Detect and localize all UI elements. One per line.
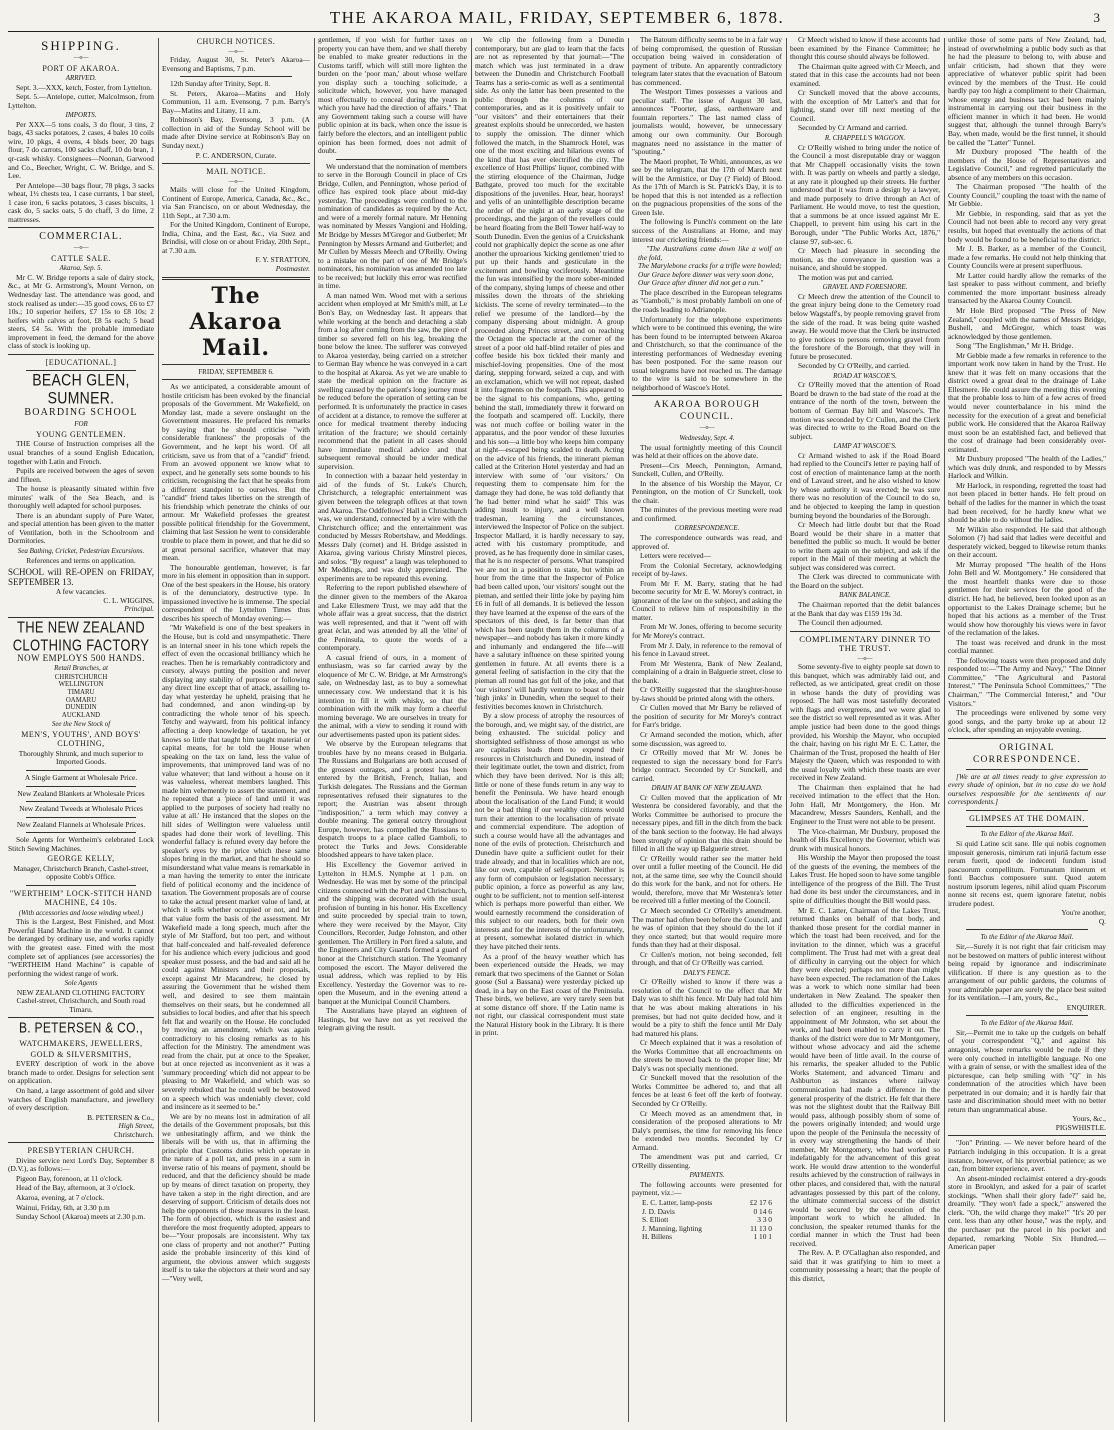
waggon-heading: R. CHAPPELL'S WAGGON. <box>824 134 906 143</box>
article-paragraph: The Batoum difficulty seems to be in a fair way of being compromised, the question of Russian occupation being waived in consideration of payment of tribute. An apparently contradictory telegram later states that the evacuation of Batoum has commenced. <box>632 36 782 87</box>
article-paragraph: Unfortunately for the telephone experiments which were to be continued this evening, the wire has been found to be interrupted between Akaroa and Christchurch, so that the continuance of the interesting performances of Wednesday evening has been postponed. For the same reason our usual telegrams have not reached us. The damage to the wire is said to be somewhere in the neighborhood of Wascoe's Hotel. <box>632 314 782 392</box>
article-paragraph: The Maori prophet, Te Whiti, announces, as we see by the telegram, that the 17th of March next will be the Armistice, or Day (? Field) of Blood. As the 17th of March is St. Patrick's Day, it is to be hoped that this is not intended as a reflection on the pugnacious propensities of the sons of the Green Isle. <box>632 156 782 217</box>
gravel-heading: GRAVEL AND FORESHORE. <box>822 283 908 292</box>
letter-body: Sir,—Surely it is not right that fair criticism may not be bestowed on matters of public interest without being repaid by ignorance and indiscriminate vilification. If there is any question as to the arrangement of our public gardens, the columns of your admirable paper are surely the place best suited for its ventilation.—I am, yours, &c., <box>948 942 1106 1003</box>
imports-entry: Per Antelope—30 bags flour, 78 pkgs, 3 sacks wheat, 1½ chests tea, 1 case currants, 1 bar steel, 1 case iron, 6 sacks potatoes, 3 cases biscuits, 1 cask do, 5 sacks oats, 5 do chaff, 3 do lime, 2 mattresses. <box>8 180 154 224</box>
article-paragraph: gentlemen, if you wish for further taxes on property you can have them, and we shall thereby be enabled to make greater reductions in the Customs tariff, which will still more lighten the burden on the 'poor man,' about whose welfare you display such a touching solicitude, a solicitude which, however, you have managed most effectually to conceal during the years in which you have had the direction of affairs." That any Government taking such a course will have public opinion at its back, when once the issue is fairly before the electors, and an intelligent public opinion has been formed, does not admit of doubt. <box>318 36 467 156</box>
article-paragraph: We clip the following from a Dunedin contemporary, but are glad to learn that the facts are not as represented by that journal:—"The match which was just terminated in a draw between the Dunedin and Christchurch Football Teams has a serio-comic as well as a sentimental side. As only the latter has been presented to the public through the columns of our contemporaries, and as it is positively unfair to "our visitors" and their entertainers that their greatest exploits should be unrecorded, we hasten to supply the omission. The dinner which followed the match, in the Shamrock Hotel, was one of the most exciting and hilarious events of the kind that has ever electrified the city. The excellence of Host Phillips' liquor, combined with the stirring eloquence of the Chairman, Judge Bathgate, proved too much for the excitable dispositions of the juveniles. Hear, hear, hoorays! and yells of an unintelligible description became the order of the night at an early stage of the proceedings, and the jargon of the revellers could be heard floating from the Bell Tower half-way to South Dunedin. Even the genius of a Cruickshank could not graphically depict the scene as one after another the uproarious 'kicking gentlemen' tried to put up their hands and gesticulate in the excitement and bowling vociferously. Meantime the fun was intensified by the more sober-minded of the company, shying lumps of cheese and other missiles down the throats of the shrieking kickists. The scene of revelry terminated—to the relief we presume of the landlord—by the company dispersing about midnight. A group proceeded along Princes street, and on reaching the Octagon the spectacle at the corner of the street of a poor old half-blind retailer of pies and coffee beside his box tickled their manly and mischief-loving propensities. One of the most daring, stepping forward, seized a cup, and with an exclamation, which we will not repeat, dashed it into fragments on the footpath. This appeared to be the signal to his companions, who, getting behind the stall, immediately threw it forward on the footpath and scampered off. Luckily, there was not much coffee or boiling water in the apparatus, and the poor vendor of these luxuries and his son—a little boy who keeps him company at night—escaped being scalded to death. Acting on the advice of his friends, the itinerant pieman called at the Criterion Hotel yesterday and had an interview with some of 'our visitors.' On requesting them to compensate him for the damage they had done, he was told defiantly that 'he had better mind what he said!' This was adding insult to injury, and a well known tradesman, learning the circumstances, interviewed the Inspector of Police on the subject. Inspector Mallard, it is hardly necessary to say, acted with his customary promptitude, and proved, as he has frequently done in similar cases, that he is no respecter of persons. What transpired we are not in a position to state, but within an hour from the time that the Inspector of Police had been called upon, 'our visitors' sought out the pieman, and settled their little joke by paying him £6 in full of all demands. It is believed the lesson they have learned at the expense of the ears of the spectators of this deed, is far better than that which has been taught them in the columns of a newspaper—and nobody has taken it more kindly and inhumanly and endangered the life—will have a salutary influence on these spirited young gentlemen in future. At all events there is a general feeling of satisfaction in the city that the pieman all round has got full of the joke, and that 'our visitors' will hardly venture to boast of their 'high jinks' in Dunedin, when the sequel to their festivities becomes known in Christchurch. <box>475 36 624 711</box>
principal-title: Principal. <box>124 604 154 614</box>
article-paragraph: The following is Punch's comment on the late success of the Australians at Home, and may interest our cricketing friends:— <box>632 217 782 244</box>
article-paragraph: By a slow process of atrophy the resources of the borough, and, we might say, of the district, are being exhausted. The suicidal policy and shortsighted selfishness of those amongst us who are capitalists leads them to expend their resources in Christchurch and Dunedin, instead of their legitimate outlet, the town and district, from which they have been derived. Nor is this all; little or none of these funds return in any way to benefit the Peninsula. We have heard enough about the localisation of the Land Fund; it would not be a bad thing if our wealthy citizens would turn their attention to the localisation of private and commercial expenditure. The adoption of such a course would have all the advantages and none of the evils of protection. Christchurch and Dunedin have quite a sufficient outlet for their trade already, and that in localities which are not, like our own, capable of self-support. Neither is any form of compulsion or legislation necessary; public opinion, a force as powerful as any law, ought to be sufficient, not to mention self-interest which is perhaps more powerful than either. We would earnestly recommend the consideration of this subject to our readers, both for their own interests and for the interests of the unfortunately, at present, somewhat isolated district in which they have pitched their tents. <box>475 711 624 951</box>
article-paragraph: The Australians have played an eighteen of Hastings, but we have not as yet received the telegram giving the result. <box>318 1006 467 1033</box>
manager-name: GEORGE KELLY, <box>47 854 115 864</box>
cattle-sale-heading: CATTLE SALE. <box>51 253 111 263</box>
council-heading: AKAROA BOROUGH COUNCIL. <box>653 400 761 423</box>
road-heading: ROAD AT WASCOE'S. <box>833 371 897 380</box>
petersen-text: On hand, a large assortment of gold and silver watches of English manufacture, and jewellery of every description. <box>8 1086 154 1113</box>
fence-heading: DALY'S FENCE. <box>683 968 731 977</box>
port-heading: PORT OF AKAROA. <box>42 63 120 73</box>
church-notices-heading: CHURCH NOTICES. <box>196 37 276 46</box>
column-rule <box>944 38 945 1422</box>
payment-amount: 0 14 6 <box>753 1206 772 1216</box>
branch-town: AUCKLAND <box>61 711 101 719</box>
clothing-factory-branches: Retail Branches, at <box>54 664 108 673</box>
column-4 <box>475 36 624 1424</box>
commercial-heading: COMMERCIAL. <box>39 231 123 243</box>
imports-label: IMPORTS. <box>65 111 97 120</box>
branch-town: TIMARU <box>67 688 95 696</box>
school-reopen: SCHOOL will RE-OPEN on FRIDAY, SEPTEMBER 13. <box>8 567 154 588</box>
school-text: There is an abundant supply of Pure Water, and special attention has been given to the matter of Ventilation, both in the Schoolroom and Dormitories. <box>8 510 154 546</box>
article-paragraph: A casual friend of ours, in a moment of enthusiasm, was so far carried away by the eloquence of Mr C. W. Bridge, at Mr Armstrong's sale, on Wednesday last, as to buy a somewhat unnecessary cow. We understand that it is his intention to fill it with whisky, so that the combination with the milk may form a cheerful morning beverage. We are ourselves in treaty for the animal, with a view to sending it round with our advertisements pasted upon its patient sides. <box>318 652 467 739</box>
letter-body: Sir,—Permit me to take up the cudgels on behalf of your correspondent "Q," and against his antagonist, whose remarks would be rude if they were only couched in intelligible language. No one with a grain of sense, or with the smallest idea of the picturesque, can help smiling with "Q" in his condemnation of the atrocities which have been perpetrated in our domain; and it is hardly fair that taste and discrimination should meet with no better return than ungrammatical abuse. <box>948 1027 1106 1114</box>
column-5: The Batoum difficulty seems to be in a fair way of being compromised, the question of Russian occupation being waived in consideration of payment of tribute. An apparently contradictory telegram later states that the evacuation of Batoum has commenced. The Westport Times possesses a various and peculiar staff. The issue of August 30 last, announces "Poorter, glass, earthenware and fountain reporters." The last named class of journalists would, however, be unnecessary among our own community. Our Borough magnates need no assistance in the matter of "spouting." The Maori prophet, Te Whiti, announces, as we see by the telegram, that the 17th of March next will be the Armistice, or Day (? Field) of Blood. As the 17th of March is St. Patrick's Day, it is to be hoped that this is not intended as a reflection on the pugnacious propensities of the sons of the Green Isle. The following is Punch's comment on the late success of the Australians at Home, and may interest our cricketing friends:— "The Australians came down like a wolf on the fold, The Marylebone cracks for a trifle were bowled; Our Grace before dinner was very soon done, Our Grace after dinner did not get a run." The place described in the European telegrams as "Gamboli," is most probably Jamboli on one of the roads leading to Adrianople. Unfortunately for the telephone experiments which were to be continued this evening, the wire has been found to be interrupted between Akaroa and Christchurch, so that the continuance of the interesting performances of Wednesday evening has been postponed. For the same reason our usual telegrams have not reached us. The damage to the wire is said to be somewhere in the neighborhood of Wascoe's Hotel. AKAROA BOROUGH COUNCIL. —o— Wednesday, Sept. 4. The usual fortnightly meeting of this Council was held at their offices on the above date. Present—Crs Meech, Pennington, Armand, Sunckell, Cullen, and O'Reilly. In the absence of his Worship the Mayor, Cr Pennington, on the motion of Cr Sunckell, took the chair. The minutes of the previous meeting were read and confirmed. CORRESPONDENCE. The correspondence outwards was read, and approved of. Letters were received— From the Colonial Secretary, acknowledging receipt of by-laws. From Mr F. M. Barry, stating that he had become security for Mr E. W. Morey's contract, in ignorance of the law on the subject, and asking the Council to relieve him of responsibility in the matter. From Mr W. Jones, offering to become security for Mr Morey's contract. From Mr J. Daly, in reference to the removal of his fence in Lavaud street. From Mr Westenra, Bank of New Zealand, complaining of a drain in Balguerie street, close to the bank. Cr O'Reilly suggested that the slaughter-house by-laws should be printed along with the others. Cr Cullen moved that Mr Barry be relieved of the position of security for Mr Morey's contract for Farr's bridge. Cr Armand seconded the motion, which, after some discussion, was agreed to. Cr O'Reilly moved that Mr W. Jones be requested to sign the necessary bond for Farr's bridge contract. Seconded by Cr Sunckell, and carried. DRAIN AT BANK OF NEW ZEALAND. Cr Cullen moved that the application of Mr Westenra be considered favorably, and that the Works Committee be authorised to procure the necessary pipes, and fill in the ditch from the back of the bank section to the footway. He had always been strongly of opinion that this drain should be filled in all the way up Balguerie street. Cr O'Reilly would rather see the matter held over until a fuller meeting of the Council. He did not, at the same time, see why the Council should do this work for the bank, and not for others. He would, therefore, move that Mr Westenra's letter be received till a fuller meeting of the Council. Cr Meech seconded Cr O'Reilly's amendment. The matter had often been before the Council, and he was of opinion that they should do the lot if they once started; but that would require more funds than they had at their disposal. Cr Cullen's motion, not being seconded, fell through, and that of Cr O'Reilly was carried. DALY'S FENCE. Cr O'Reilly wished to know if there was a resolution of the Council to the effect that Mr Daly was to shift his fence. Mr Daly had told him that he was about making alterations in his premises, but had not quite decided how, and it would be a pity to shift the fence until Mr Daly had matured his plans. Cr Meech explained that it was a resolution of the Works Committee that all encroachments on the streets be moved back to the proper line; Mr Daly's was not specially mentioned. Cr Sunckell moved that the resolution of the Works Committee be adhered to, and that all fences be at least 6 feet off the kerb of footway. Seconded by Cr O'Reilly. Cr Meech moved as an amendment that, in consideration of the proposed alterations to Mr Daly's premises, the time for removing his fence be extended two months. Seconded by Cr Armand. The amendment was put and carried, Cr O'Reilly dissenting. PAYMENTS. The following accounts were presented for payment, viz.:— E. C. Latter, lamp-posts £2 17 6 J. D. Davis 0 14 6 S. Elliott 3 3 0 J. Manning, lighting 11 13 0 H. Billens 1 10 1 <box>632 36 782 1242</box>
school-text: THE Course of Instruction comprises all the usual branches of a sound English Education, together with Latin and French. <box>8 439 154 466</box>
article-paragraph: The Westport Times possesses a various and peculiar staff. The issue of August 30 last, announces "Poorter, glass, earthenware and fountain reporters." The last named class of journalists would, however, be unnecessary among our own community. Our Borough magnates need no assistance in the matter of "spouting." <box>632 87 782 157</box>
arrival-entry: Sept. 3.—XXX, ketch, Foster, from Lyttelton. <box>16 82 152 92</box>
column-2: CHURCH NOTICES. —o— Friday, August 30, St. Peter's Akaroa—Evensong and Baptisms, 7 p.m. 12th Sunday after Trinity, Sept. 8. St. Peters, Akaroa—Matins and Holy Communion, 11 a.m. Evensong, 7 p.m. Barry's Bay—Matins and Litany, 11 a.m. Robinson's Bay, Evensong, 3 p.m. (A collection in aid of the Sunday School will be made after Divine service at Robinson's Bay on Sunday next.) P. C. ANDERSON, Curate. MAIL NOTICE. —o— Mails will close for the United Kingdom, Continent of Europe, America, Canada, &c., &c., via San Francisco, on or about Wednesday, the 11th Sept., at 7.30 a.m. For the United Kingdom, Continent of Europe, India, China, and the East, &c., via Suez and Brindisi, will close on or about Friday, 20th Sept., at 7.30 a.m. F. Y. STRATTON, Postmaster. The Akaroa Mail. FRIDAY, SEPTEMBER 6. As we anticipated, a considerable amount of hostile criticism has been evoked by the financial proposals of the Government. Mr Wakefield, on Monday last, made a severe onslaught on the Government measures. He prefaced his remarks by saying that he should criticise "with considerable frankness" the proposals of the Government, and he kept his word. Of all criticism, save us from that of a "candid" friend. From an avowed opponent we know what to expect, and he generally sets some bounds to his criticism, recognising the fact that he speaks from a different standpoint to ourselves. But the "candid" friend takes liberties on the strength of his friendship which penetrate the chinks of our armour. Mr Wakefield professes the greatest possible political friendship for the Government, claiming that last Session he went to considerable trouble to place them in power, and that he did so at great personal sacrifice, whatever that may mean. The honourable gentleman, however, is far more in his element in opposition than in support. One of the best speakers in the House, his oratory is of the denunciatory, destructive type. In impassioned invective he is immense. The special correspondent of the Lyttelton Times thus describes his speech of Monday evening:— "Mr Wakefield is one of the best speakers in the House, but is cold and unsympathetic. There is an internal sneer in his tone which repels the effect of even the occasional brilliancy which he reaches. Then he is remarkably contradictory and cursory, always putting the position and never displaying any stability of purpose or following any direct line except that of attack, assailing to-day what yesterday he upheld, praising that he had condemned, and anon winding-up by contradicting the whole tenor of his speech. Tetchy and wayward, from his political infancy affecting a deep knowledge of taxation, he yet knows so little that taught him taught material or capital means, for he told the House when speaking on the tax on land, less the value of improvements, that unimproved land was of no value whatever; that land without a house on it was valueless, whereat members laughed. This made him vehemently to assert the statement, and he repeated that a 'piece of land until it was applied to the purposes of society had really no value at all.' He instanced that the slopes on the hill sides of Wellington were valueless until spades had done their work of levelling. This wonderful fallacy is refuted every day before the speaker's eyes by the price which these same slopes bring in the market, and that he should so misunderstand what value means is remarkable in a man having the temerity to enter the intricate field of political economy and the incidence of taxation. The Government proposals are of course to take the actual present market value of land, at which it sells whether occupied or not, and let that value form the basis of the assessment. Mr Wakefield made a long speech, much after the style of Mr Stafford, but too pert, and without that half-concealed and half-revealed deference for his audience which every judicious and good speaker must possess, and the bad and said all he could against Ministers and their proposals, except against Mr Macandrew, he closed by assuring the Government that he wished them well, and desired to see them maintain themselves on their seats, but he condemned all subsidies to local bodies, and after that his speech felt flat and wearily on the House. He concluded by moving an amendment, which was again contradictory to his closing remarks as to his affection for the Ministry. The amendment was read from the chair, put at once to the Speaker, but at once rejected as inconvenient as it was a 'summary proceeding' which did not appear to be pleasing to Mr Wakefield, and which was so severely rebuked that he could well be bestowed on a speech which was undeniably clever, cold and insincere as it seemed to be." We are by no means lost in admiration of all the details of the Government proposals, but this we unhesitatingly affirm, and we think the liberals will be with us, that in affirming the principle that Customs duties which operate in the nature of a poll tax, and press in a sum in inverse ratio of his means of payment, should be reduced, and that the deficiency should be made up by means of direct taxation on property, they have taken a step in the right direction, and are deserving of support. Criticism of details does not help the opponents of these measures in the least. The form of objection, which is the easiest and therefore the most frequently adopted, appears to be—"Your proposals are inconsistent. Why tax one class of property and not another?" Putting aside the probable insincerity of this kind of argument, the obvious answer which suggests itself is to take the objectors at their word and say—"Very well, <box>162 37 310 1283</box>
column-7: unlike those of some parts of New Zealand, had, instead of overwhelming a public body such as that he had the pleasure to belong to, with abuse and unfair criticism, had shown that they were appreciative of whatever public spirit had been evinced by the members of the Trust. He could hardly pay too high a compliment to their Chairman, whose energy and business tact had been mainly instrumental in carrying out their business in the efficient manner in which it had been. He would suggest that, although the tunnel through Barry's Bay, when made, would be the first tunnel, it should be called the "Latter" Tunnel. Mr Duxbury proposed "The health of the members of the House of Representatives and Legislative Council," and regretted particularly the absence of any members on this occasion. The Chairman proposed "The health of the County Council," coupling the toast with the name of Mr Gebbie. Mr Gebbie, in responding, said that as yet the Council had not been able to record any very great results, but hoped that eventually the actions of that body would be found to be beneficial to the district. Mr J. B. Barker, as a member of the Council, made a few remarks. He could not help thinking that County Councils were at present superfluous. Mr Latter could hardly allow the remarks of the last speaker to pass without comment, and briefly commented the more important business already transacted by the Akaroa County Council. Mr Hole Bird proposed "The Press of New Zealand," coupled with the names of Messrs Bridge, Bushell, and McGregor, which toast was acknowledged by those gentlemen. Song "The Englishman," Mr H. Bridge. Mr Gebbie made a few remarks in reference to the important work now taken in hand by the Trust. He knew that it was felt on many occasions that the district owed a great deal to the drainage of Lake Ellesmere. He could assure the meeting this evening that the probable loss to him of a few acres of freed would never counterbalance in his mind the necessity for the execution of a great and beneficial public work. He considered that the Akaroa Railway must soon be an established fact, and believed that the cost of drainage had been considerably over-estimated. Mr Duxbury proposed "The health of the Ladies," which was duly drunk, and responded to by Messrs Harlock and Wilkin. Mr Harlock, in responding, regretted the toast had not been placed in better hands. He felt proud on behalf of the ladies for the manner in which the toast had been received, for he hardly knew what we should be able to do without the ladies. Mr Wilkin also responded. He said that although Solomon (?) had said that ladies were deceitful and desperately wicked, begged to likewise return thanks on their account. Mr Murray proposed "The health of the Hons John Bell and W. Montgomery." He considered that the most heartfelt thanks were due to those gentlemen for their services for the good of the district. He had, he believed, been looked upon as an opportunist to the Lakes Drainage scheme; but he hoped that his actions as a member of the Trust would show how thoroughly his views were in favor of the reclamation of the lakes. The toast was received and drunk in the most cordial manner. The following toasts were then proposed and duly responded to:—"The Army and Navy," "The Dinner Committee," "The Agricultural and Pastoral Interest," "The Peninsula School Committees," "The Chairman," "The Commercial Interest," and "Our Visitors." The proceedings were enlivened by some very good songs, and the party broke up at about 12 o'clock, after spending an enjoyable evening. ORIGINAL CORRESPONDENCE. [We are at all times ready to give expression to every shade of opinion, but in no case do we hold ourselves responsible for the sentiments of our correspondents.] GLIMPSES AT THE DOMAIN. To the Editor of the Akaroa Mail. Si quid Latine scit sane. Ille qui nobis cognomen imposuit generosis, nimirum rati injuriâ factum esse rerum fuerit, quod de indecenti fundum istud pascuorum compellitum. Fortunatum itinerum et fonti Bacchus composuere sunt. Quod autem nostrum ipsorum legeres, nihil aliud quam Piscorum nonne sit recens est, quem ignorare fatetur, nobis irrudere podest. You're another, Q. To the Editor of the Akaroa Mail. Sir,—Surely it is not right that fair criticism may not be bestowed on matters of public interest without being repaid by ignorance and indiscriminate vilification. If there is any question as to the arrangement of our public gardens, the columns of your admirable paper are surely the place best suited for its ventilation.—I am, yours, &c., ENQUIRER. To the Editor of the Akaroa Mail. Sir,—Permit me to take up the cudgels on behalf of your correspondent "Q," and against his antagonist, whose remarks would be rude if they were only couched in intelligible language. No one with a grain of sense, or with the smallest idea of the picturesque, can help smiling with "Q" in his condemnation of the atrocities which have been perpetrated in our domain; and it is hardly fair that taste and discrimination should meet with no better return than ungrammatical abuse. Yours, &c., PIGSWHISTLE. "Jon" Printing. — We never before heard of the Patriarch indulging in this occupation. It is a great instance, however, of his proverbial patience; as we can, from bitter experience, aver. An absent-minded reclaimist entered a dry-goods store in Brooklyn, and asked for a pair of scarlet stockings. "When shall their glory fade?" said he, dreamily. "They won't fade a speck," answered the clerk. "Oh, the wild charge they make!" "It's 20 per cent. less than any other house," was the reply, and the purchaser put the parcel in his pocket and departed, remarking 'Noble Six Hundred.—American paper <box>948 36 1106 1252</box>
cattle-sale-text: Mr C. W. Bridge reports a sale of dairy stock, &c., at Mr G. Armstrong's, Mount Vernon, on Wednesday last. The attendance was good, and stock realised as under:—35 good cows, £6 to £7 10s.; 10 superior heifers, £7 15s to £8 10s; 2 heifers with calves at foot, £8 5s each; 5 head steers, £4 5s. With the probable immediate improvement in feed, the demand for the above class of stock is looking up. <box>8 272 154 351</box>
newspaper-title: THE AKAROA MAIL, FRIDAY, SEPTEMBER 6, 1878. <box>329 8 785 27</box>
editor-note: [We are at all times ready to give expression to every shade of opinion, but in no case do we hold ourselves responsible for the sentiments of our correspondents.] <box>948 771 1106 807</box>
column-3 <box>318 36 467 1424</box>
column-rule <box>786 38 787 1422</box>
payments-heading: PAYMENTS. <box>689 1171 725 1180</box>
article-paragraph: His Excellency the Governor arrived in Lyttelton in H.M.S. Nymphe at 1 p.m. on Wednesday. He was met by some of the principal citizens connected with the Port and Christchurch, and the shipping was decorated with the usual profusion of bunting in his honor. His Excellency and suite proceeded by special train to town, where they were received by the Mayor, City Councillors, Recorder, Judge Johnston, and other gentlemen. The Artillery in Port fired a salute, and the Engineers and City Guards formed a guard of honor at the Christchurch station. The Yeomanry composed the escort. The Mayor delivered the usual address, which was replied to by His Excellency. Yesterday the Governor was to re-open the Museum, and in the evening attend a banquet at the Municipal Council Chambers. <box>318 859 467 1006</box>
school-refs: References and terms on application. <box>26 555 136 565</box>
presbyterian-heading: PRESBYTERIAN CHURCH. <box>27 1146 135 1156</box>
mail-notice-heading: MAIL NOTICE. <box>206 167 266 177</box>
paper-nameplate: The Akaroa Mail. <box>189 282 283 361</box>
educational-label: [EDUCATIONAL.] <box>45 357 117 367</box>
correspondence-heading: CORRESPONDENCE. <box>674 524 740 533</box>
payment-amount: 3 3 0 <box>757 1215 772 1225</box>
clothing-factory-employs: NOW EMPLOYS 500 HANDS. <box>17 652 145 663</box>
payment-amount: £2 17 6 <box>749 1198 772 1207</box>
editorial-paragraph: We are by no means lost in admiration of all the details of the Government proposals, but this we unhesitatingly affirm, and we think the liberals will be with us, that in affirming the principle that Customs duties which operate in the nature of a poll tax, and press in a sum in inverse ratio of his means of payment, should be reduced, and that the deficiency should be made up by means of direct taxation on property, they have taken a step in the right direction, and are deserving of support. Criticism of details does not help the opponents of these measures in the least. The form of objection, which is the easiest and therefore the most frequently adopted, appears to be—"Your proposals are inconsistent. Why tax one class of property and not another?" Putting aside the probable insincerity of this kind of argument, the obvious answer which suggests itself is to take the objectors at their word and say—"Very well, <box>162 1111 310 1283</box>
payment-name: J. Manning, lighting <box>642 1223 702 1233</box>
column-rule <box>628 38 629 1422</box>
petersen-title: B. PETERSEN & CO., <box>18 1019 144 1037</box>
council-date: Wednesday, Sept. 4. <box>679 433 735 442</box>
payment-name: E. C. Latter, lamp-posts <box>642 1198 713 1207</box>
school-name: BEACH GLEN, SUMNER. <box>32 370 130 408</box>
letter-body: Si quid Latine scit sane. Ille qui nobis cognomen imposuit generosis, nimirum rati injuriâ factum esse rerum fuerit, quod de indecenti fundum istud pascuorum compellitum. Fortunatum itinerum et fonti Bacchus composuere sunt. Quod autem nostrum ipsorum legeres, nihil aliud quam Piscorum nonne sit recens est, quem ignorare fatetur, nobis irrudere podest. <box>948 838 1106 908</box>
imports-entry: Per XXX—5 tons coals, 3 do flour, 3 tins, 2 bags, 43 sacks potatoes, 2 cases, 4 bales 10 coils wire, 10 pkgs, 4 ovens, 4 blsds beer, 20 bags flour, 7 do carrots, 100 sacks chaff, 10 do bran, 1 qr-cask whisky. Consignees—Noonan, Garwood and Co., Beecher, Wright, C. W. Bridge, and S. Lee. <box>8 119 154 181</box>
article-paragraph: We understand that the nomination of members to serve in the Borough Council in place of Crs Bridge, Cullen, and Pennington, whose period of office has expired took place about mid-day yesterday. The proceedings were confined to the nomination of candidates as required by the Act, and were of a merely formal nature. Mr Henning was nominated by Messrs Vangioni and Holding, Mr Bridge by Messrs M'Gregor and Gutberlet; Mr Pennington by Messrs Armand and Gutberlet; and Mr Cullen by Messrs Meech and O'Reilly. Owing to a mistake on the part of one of Mr Bridge's nominators, his nomination was amended too late to be received; but luckily this error was rectified in time. <box>318 161 467 291</box>
shipping-heading: SHIPPING. <box>41 38 121 53</box>
wertheim-text: This is the Largest, Best Finished, and Most Powerful Hand Machine in the world. It cannot be deranged by ordinary use, and works rapidly with the greatest ease. Fitted with the most complete set of appliances (see accessories) the "WERTHEIM Hand Machine" is capable of performing the widest range of work. <box>8 917 154 978</box>
payment-name: J. D. Davis <box>642 1206 675 1216</box>
punch-verse: "The Australians came down like a wolf on the fold, The Marylebone cracks for a trifle were bowled; Our Grace before dinner was very soon done, Our Grace after dinner did not get a run." <box>638 244 782 288</box>
school-text: The house is pleasantly situated within five minutes' walk of the Sea Beach, and is thoroughly well adapted for school purposes. <box>8 484 154 511</box>
page-number: 3 <box>1093 10 1100 25</box>
arrival-entry: Sept. 5.—Antelope, cutter, Malcolmson, from Lyttelton. <box>8 92 154 110</box>
glimpses-heading: GLIMPSES AT THE DOMAIN. <box>969 813 1085 823</box>
editorial-paragraph: The honourable gentleman, however, is far more in his element in opposition than in support. One of the best speakers in the House, his oratory is of the denunciatory, destructive type. In impassioned invective he is immense. The special correspondent of the Lyttelton Times thus describes his speech of Monday evening:— <box>162 562 310 623</box>
branch-town: WELLINGTON <box>58 681 104 689</box>
arrived-label: ARRIVED. <box>65 74 97 83</box>
article-paragraph: The place described in the European telegrams as "Gamboli," is most probably Jamboli on one of the roads leading to Adrianople. <box>632 287 782 314</box>
clothing-range: MEN'S, YOUTHS', AND BOYS' CLOTHING, <box>21 729 141 749</box>
school-extras: Sea Bathing, Cricket, Pedestrian Excursions. <box>17 546 145 555</box>
article-paragraph: We observe by the European telegrams that troubles have by no means ceased in Bulgaria. The Russians and Bulgarians are both accused of the grossest outrages, and a protest has been entered by the British, French, Italian, and Turkish delegates. The Russians and the German representatives refused their signatures to the report; the Austrian was absent through "indisposition," a term which may convey a double meaning. The general outcry throughout Europe, however, has compelled the Russians to despatch troops to a place called Gamboli, to protect the Turks and Jews. Considerable bloodshed appears to have taken place. <box>318 739 467 860</box>
payment-name: H. Billens <box>642 1232 672 1242</box>
cattle-sale-date: Akaroa, Sep. 5. <box>59 264 103 273</box>
editorial-date: FRIDAY, SEPTEMBER 6. <box>198 367 274 376</box>
petersen-text: EVERY description of work in the above branch made to order. Designs for selection sent on application. <box>8 1059 154 1086</box>
sewing-machine-agents: Sole Agents for Wertheim's celebrated Lock Stitch Sewing Machines. <box>8 835 154 853</box>
wertheim-title: "WERTHEIM" LOCK-STITCH HAND MACHINE, £4 10s. <box>9 888 153 908</box>
column-1: SHIPPING. —o— PORT OF AKAROA. ARRIVED. Sept. 3.—XXX, ketch, Foster, from Lyttelton. Sept. 5.—Antelope, cutter, Malcolmson, from Lyttelton. IMPORTS. Per XXX—5 tons coals, 3 do flour, 3 tins, 2 bags, 43 sacks potatoes, 2 cases, 4 bales 10 coils wire, 10 pkgs, 4 ovens, 4 blsds beer, 20 bags flour, 7 do carrots, 100 sacks chaff, 10 do bran, 1 qr-cask whisky. Consignees—Noonan, Garwood and Co., Beecher, Wright, C. W. Bridge, and S. Lee. Per Antelope—30 bags flour, 78 pkgs, 3 sacks wheat, 1½ chests tea, 1 case currants, 1 bar steel, 1 case iron, 6 sacks potatoes, 3 cases biscuits, 1 cask do, 5 sacks oats, 5 do chaff, 3 do lime, 2 mattresses. COMMERCIAL. —o— CATTLE SALE. Akaroa, Sep. 5. Mr C. W. Bridge reports a sale of dairy stock, &c., at Mr G. Armstrong's, Mount Vernon, on Wednesday last. The attendance was good, and stock realised as under:—35 good cows, £6 to £7 10s.; 10 superior heifers, £7 15s to £8 10s; 2 heifers with calves at foot, £8 5s each; 5 head steers, £4 5s. With the probable immediate improvement in feed, the demand for the above class of stock is looking up. [EDUCATIONAL.] BEACH GLEN, SUMNER. BOARDING SCHOOL FOR YOUNG GENTLEMEN. THE Course of Instruction comprises all the usual branches of a sound English Education, together with Latin and French. Pupils are received between the ages of seven and fifteen. The house is pleasantly situated within five minutes' walk of the Sea Beach, and is thoroughly well adapted for school purposes. There is an abundant supply of Pure Water, and special attention has been given to the matter of Ventilation, both in the Schoolroom and Dormitories. Sea Bathing, Cricket, Pedestrian Excursions. References and terms on application. SCHOOL will RE-OPEN on FRIDAY, SEPTEMBER 13. A few vacancies. C. L. WIGGINS, Principal. THE NEW ZEALAND CLOTHING FACTORY NOW EMPLOYS 500 HANDS. Retail Branches, at CHRISTCHURCH WELLINGTON TIMARU OAMARU DUNEDIN AUCKLAND See the New Stock of MEN'S, YOUTHS', AND BOYS' CLOTHING, Thoroughly Shrunk, and much superior to Imported Goods. A Single Garment at Wholesale Price. New Zealand Blankets at Wholesale Prices New Zealand Tweeds at Wholesale Prices New Zealand Flannels at Wholesale Prices. Sole Agents for Wertheim's celebrated Lock Stitch Sewing Machines. GEORGE KELLY, Manager, Christchurch Branch, Cashel-street, opposite Cobb's Office. "WERTHEIM" LOCK-STITCH HAND MACHINE, £4 10s. (With accessories and loose winding wheel.) This is the Largest, Best Finished, and Most Powerful Hand Machine in the world. It cannot be deranged by ordinary use, and works rapidly with the greatest ease. Fitted with the most complete set of appliances (see accessories) the "WERTHEIM Hand Machine" is capable of performing the widest range of work. Sole Agents NEW ZEALAND CLOTHING FACTORY Cashel-street, Christchurch, and South road Timaru. B. PETERSEN & CO., WATCHMAKERS, JEWELLERS, GOLD & SILVERSMITHS, EVERY description of work in the above branch made to order. Designs for selection sent on application. On hand, a large assortment of gold and silver watches of English manufacture, and jewellery of every description. B. PETERSEN & Co., High Street, Christchurch. PRESBYTERIAN CHURCH. Divine service next Lord's Day, September 8 (D.V.), as follows:— Pigeon Bay, forenoon, at 11 o'clock. Head of the Bay, afternoon, at 3 o'clock. Akaroa, evening, at 7 o'clock. Wainui, Friday, 6th, at 3.30 p.m Sunday School (Akaroa) meets at 2.30 p.m. <box>8 38 154 1222</box>
branch-town: OAMARU <box>65 696 97 704</box>
column-rule <box>158 38 159 1422</box>
column-rule <box>314 38 315 1422</box>
article-paragraph: In connection with a bazaar held yesterday in aid of the funds of St. Luke's Church, Christchurch, a telegraphic entertainment was given between the telegraph offices at that town and Akaroa. The Oddfellows' Hall in Christchurch was, we understand, connected by a wire with the Christchurch office; and the entertainment was conducted by Messrs Robertshaw, and Meddings. Messrs Daly (cornet) and H. Bridge assisted in Akaroa, giving various Christy Minstrel pieces, and solos. "By request" a laugh was telephoned to Mr Meddings, and was duly appreciated. The experiments are to be repeated this evening. <box>318 471 467 583</box>
editorial-paragraph: As we anticipated, a considerable amount of hostile criticism has been evoked by the financial proposals of the Government. Mr Wakefield, on Monday last, made a severe onslaught on the Government measures. He prefaced his remarks by saying that he should criticise "with considerable frankness" the proposals of the Government, and he kept his word. Of all criticism, save us from that of a "candid" friend. From an avowed opponent we know what to expect, and he generally sets some bounds to his criticism, recognising the fact that he speaks from a different standpoint to ourselves. But the "candid" friend takes liberties on the strength of his friendship which penetrate the chinks of our armour. Mr Wakefield professes the greatest possible political friendship for the Government, claiming that last Session he went to considerable trouble to place them in power, and that he did so at great personal sacrifice, whatever that may mean. <box>162 382 310 563</box>
column-6: Cr Meech wished to know if these accounts had been examined by the Finance Committee; he thought this course should always be followed. The Chairman quite agreed with Cr Meech, and stated that in this case the accounts had not been examined. Cr Sunckell moved that the above accounts, with the exception of Mr Latter's and that for lighting, stand over till next meeting of the Council. Seconded by Cr Armand and carried. R. CHAPPELL'S WAGGON. Cr O'Reilly wished to bring under the notice of the Council a most disreputable dray or waggon that Mr Chappell occasionally visits the town with. It was partly on wheels and partly a sledge, at any rate it ploughed up their streets. He further understood that it was from a design by a lawyer, and made purposely to drive through an Act of Parliament. He would move, to test the question, that a summons be at once issued against Mr E. Chappell, to prevent him using his cart in the Borough, under "The Public Works Act, 1876," clause 97, sub-sec. 6. Cr Meech had pleasure in seconding the motion, as the conveyance in question was a nuisance, and should be stopped. The motion was put and carried. GRAVEL AND FORESHORE. Cr Meech drew the attention of the Council to the great injury being done to the Cemetery road below Wagstaff's, by people removing gravel from the side of the road. It was being quite washed away. He would move that the Clerk be instructed to give notices to persons removing gravel from the foreshore of the Borough, that they will in future be prosecuted. Seconded by Cr O'Reilly, and carried. ROAD AT WASCOE'S. Cr O'Reilly moved that the attention of Road Board be drawn to the bad state of the road at the entrance of the north of the town, between the bottom of German Bay hill and Wascoe's. The motion was seconded by Cr Cullen, and the Clerk was directed to write to the Road Board on the subject. LAMP AT WASCOE'S. Cr Armand wished to ask if the Road Board had replied to the Council's letter re paying half of cost of erection of maintenance lamp at the north end of Lavaud street, and he also wished to know by whose authority it was erected; he was sure there was no resolution of the Council to do so, and he objected to keeping the lamp in question burning beyond the boundaries of the Borough. Cr Meech had little doubt but that the Road Board would be their share in a matter that benefitted the public so much. It would be better to write them again on the subject, and ask if the report in the Mail of their meeting at which the subject was considered was correct. The Clerk was directed to communicate with the Board on the subject. BANK BALANCE. The Chairman reported that the debit balances at the Bank that day was £159 19s 3d. The Council then adjourned. COMPLIMENTARY DINNER TO THE TRUST. —o— Some seventy-five to eighty people sat down to this banquet, which was admirably laid out, and reflected, as we anticipated, great credit on those in whose hands the duty of providing was reposed. The hall was most tastefully decorated with flags and evergreens, and we were glad to see the district so well represented as it was. After ample justice had been done to the good things provided, his Worship the Mayor, who occupied the chair, having on his right Mr E. C. Latter, the Chairman of the Trust, proposed the health of Her Majesty the Queen, which was responded to with the usual loyalty with which these toasts are ever received in New Zealand. The Chairman then explained that he had received intimation to the effect that the Hon. John Hall, Mr Montgomery, the Hon. Mr Macandrew, Messrs Saunders, Kenhall, and the Engineer to the Trust were not able to be present. The Vice-chairman, Mr Duxbury, proposed the health of His Excellency the Governor, which was drunk with musical honors. His Worship the Mayor then proposed the toast of the guests of the evening, the members of the Lakes Trust. He hoped soon to have some tangible intelligence of the progress of the Bill. The Trust had done its best under the circumstances, and in spite of difficulties thought the Bill would pass. Mr E. C. Latter, Chairman of the Lakes Trust, returned thanks on behalf of that body, and thanked those present for the cordial manner in which the toast had been received, and for the invitation to the dinner, which was a graceful compliment. The Trust had met with a great deal of difficulty in carrying out the object for which they were elected; perhaps not more than might have been expected. The reclamation of the Lakes was a work to which none similar had been undertaken in New Zealand. The speaker then alluded to the difficulties experienced in the selection of an engineer, resulting in the appointment of Mr Johnston, who set about the work, and had been enabled to carry it out. The thanks of the district were due to Mr Montgomery, without whose advocacy and aid the scheme would have been of little avail. In the course of his remarks, the speaker alluded to the Public Works Statement, and advanced Timaru and Ashburton as instances where railway communication had made a difference in the general prosperity of the district. He felt that there was not the slightest doubt that the Railway Bill would pass, although possibly shorn of some of the powers originally intended; and would urge upon the people of the Peninsula the necessity of in every way strengthening the hands of their member, Mr Montgomery, who had worked so indefatigably for the advancement of this great work. He would draw attention to the wonderful results achieved by the construction of railways in other places, and considered that, with the natural advantages possessed by this part of the colony, the ultimate commercial success of the district would be secured by the execution of the important work to which he alluded. In conclusion, the speaker returned thanks for the cordial manner in which the Trust had been received. The Rev. A. P. O'Callaghan also responded, and said that it was gratifying to him to meet a community possessing a heart; that the people of this district, <box>790 36 940 1284</box>
column-rule <box>471 38 472 1422</box>
payment-amount: 11 13 0 <box>750 1223 772 1233</box>
correspondence-section-heading: ORIGINAL CORRESPONDENCE. <box>973 742 1081 765</box>
principal-name: C. L. WIGGINS, <box>103 595 154 605</box>
school-subtitle-2: YOUNG GENTLEMEN. <box>36 429 126 439</box>
bank-balance-heading: BANK BALANCE. <box>839 591 891 600</box>
branch-town: DUNEDIN <box>65 704 97 712</box>
school-subtitle: BOARDING SCHOOL <box>24 407 138 419</box>
clothing-factory-title: THE NEW ZEALAND CLOTHING FACTORY <box>12 617 150 654</box>
article-paragraph: A man named Wm. Wood met with a serious accident when employed at Mr Smith's mill, at Le Bon's Bay, on Wednesday last. It appears that while working at the bench and detaching a slab from a log after coming from the saw, the piece of timber so severed fell on his leg, breaking the bone below the knee. The sufferer was conveyed to Akaroa yesterday, being carried on a stretcher to German Bay whence he was conveyed in a cart to the hospital at Akaroa. As yet we are unable to state the medical opinion on the fracture as swelling caused by the patient's long journey must be reduced before the operation of setting can be performed. It is unfortunately the practice in cases of accident at a distance, to remove the sufferer at once for medical treatment thereby inducing irritation of the fracture; we should certainly recommend that the patient in all cases should have immediate medical advice and that subsequent removal should be under medical supervision. <box>318 290 467 471</box>
editorial-quote: "Mr Wakefield is one of the best speakers in the House, but is cold and unsympathetic. There is an internal sneer in his tone which repels the effect of even the occasional brilliancy which he reaches. Then he is remarkably contradictory and cursory, always putting the position and never displaying any stability of purpose or following any direct line except that of attack, assailing to-day what yesterday he upheld, praising that he had condemned, and anon winding-up by contradicting the whole tenor of his speech. Tetchy and wayward, from his political infancy affecting a deep knowledge of taxation, he yet knows so little that taught him taught material or capital means, for he told the House when speaking on the tax on land, less the value of improvements, that unimproved land was of no value whatever; that land without a house on it was valueless, whereat members laughed. This made him vehemently to assert the statement, and he repeated that a 'piece of land until it was applied to the purposes of society had really no value at all.' He instanced that the slopes on the hill sides of Wellington were valueless until spades had done their work of levelling. This wonderful fallacy is refuted every day before the speaker's eyes by the price which these same slopes bring in the market, and that he should so misunderstand what value means is remarkable in a man having the temerity to enter the intricate field of political economy and the incidence of taxation. The Government proposals are of course to take the actual present market value of land, at which it sells whether occupied or not, and let that value form the basis of the assessment. Mr Wakefield made a long speech, much after the style of Mr Stafford, but too pert, and without that half-concealed and half-revealed deference for his audience which every judicious and good speaker must possess, and the bad and said all he could against Ministers and their proposals, except against Mr Macandrew, he closed by assuring the Government that he wished them well, and desired to see them maintain themselves on their seats, but he condemned all subsidies to local bodies, and after that his speech felt flat and wearily on the House. He concluded by moving an amendment, which was again contradictory to his closing remarks as to his affection for the Ministry. The amendment was read from the chair, put at once to the Speaker, but at once rejected as inconvenient as it was a 'summary proceeding' which did not appear to be pleasing to Mr Wakefield, and which was so severely rebuked that he could well be bestowed on a speech which was undeniably clever, cold and insincere as it seemed to be." <box>162 623 310 1112</box>
article-paragraph: As a proof of the heavy weather which has been experienced outside the Heads, we may remark that two specimens of the Gannet or Solan goose (Sul a Bassana) were yesterday picked up dead, in a bay on the East coast of the Peninsula. These birds, we believe, are very rarely seen but at some distance off shore. If the Latin name is not right, our classical correspondent must state the Natural History book in the Library. It is there in print. <box>475 951 624 1038</box>
payments-table <box>632 1199 782 1242</box>
curate-signature: P. C. ANDERSON, Curate. <box>195 150 277 160</box>
masthead <box>0 0 1114 34</box>
payment-row <box>632 1233 782 1242</box>
dinner-heading: COMPLIMENTARY DINNER TO THE TRUST. <box>799 633 931 654</box>
school-text: Pupils are received between the ages of seven and fifteen. <box>8 466 154 484</box>
article-paragraph: Referring to the report published elsewhere of the dinner given to the members of the Akaroa and Lake Ellesmere Trust, we may add that the whole affair was a great success, that the district was well represented, and that it "went off with great éclat, and was attended by all the 'elite' of the Peninsula, to quote the words of a contemporary. <box>318 583 467 653</box>
lamp-heading: LAMP AT WASCOE'S. <box>833 442 897 451</box>
branch-town: CHRISTCHURCH <box>54 673 108 681</box>
branch-towns <box>8 674 154 720</box>
payment-name: S. Elliott <box>642 1215 669 1225</box>
masthead-rule <box>8 31 1106 32</box>
drain-heading: DRAIN AT BANK OF NEW ZEALAND. <box>651 784 763 793</box>
payment-amount: 1 10 1 <box>753 1232 772 1242</box>
school-vacancies: A few vacancies. <box>55 587 107 597</box>
